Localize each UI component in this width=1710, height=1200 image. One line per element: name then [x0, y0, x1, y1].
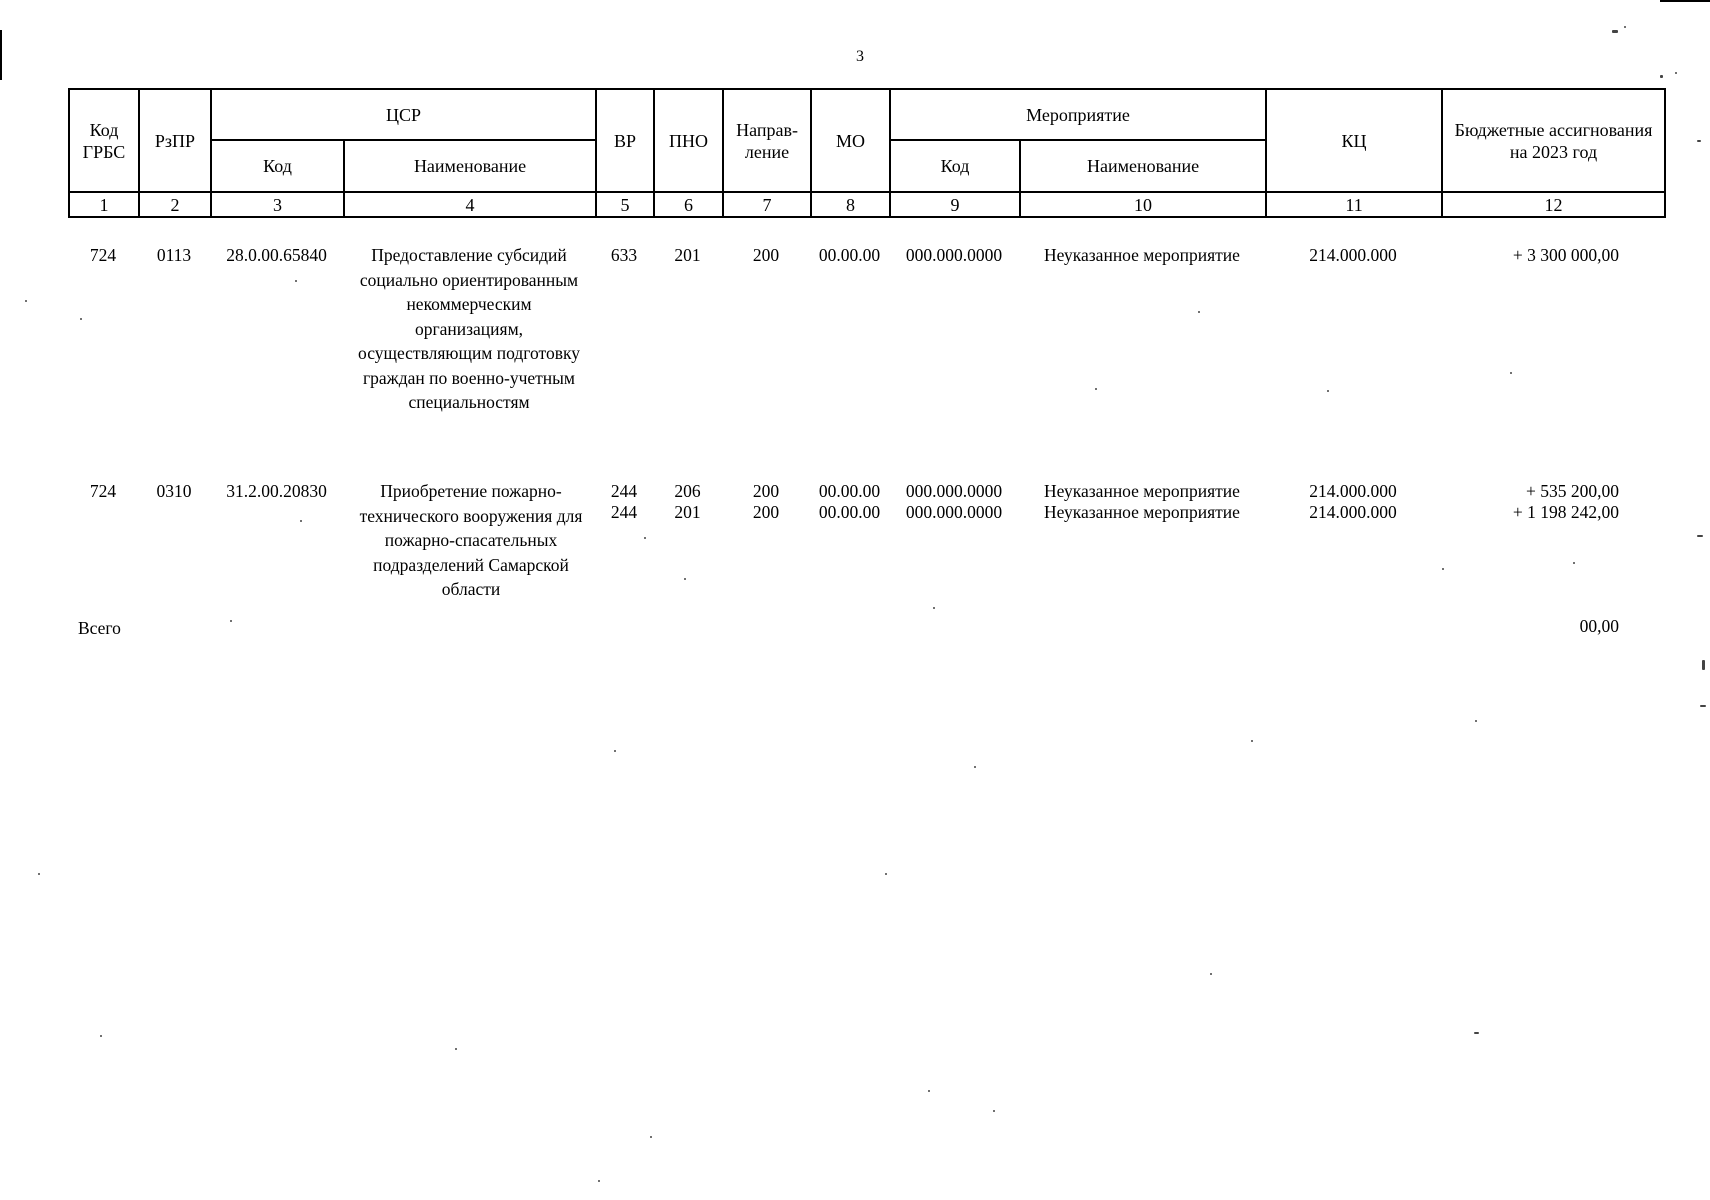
cell-napravlenie: 200	[752, 502, 780, 522]
header-budget: Бюджетные ассигнования на 2023 год	[1442, 89, 1665, 192]
header-pno: ПНО	[654, 89, 723, 192]
header-napravlenie: Направ-ление	[723, 89, 811, 192]
cell-mer-name: Неуказанное мероприятие	[1044, 481, 1240, 501]
header-kod-grbs: Код ГРБС	[69, 89, 139, 192]
cell-kc: 214.000.000	[1309, 481, 1397, 501]
cell-vr: 244	[610, 502, 638, 522]
header-mer-kod: Код	[890, 140, 1020, 192]
column-number: 4	[344, 192, 596, 217]
cell-csr-name: Приобретение пожарно-технического вооружения для пожарно-спасательных подразделений Самарской области	[359, 481, 583, 599]
cell-kc: 214.000.000	[1309, 245, 1397, 265]
cell-vr: 244	[610, 481, 638, 501]
cell-amount: + 535 200,00	[1526, 481, 1619, 501]
cell-csr-kod: 31.2.00.20830	[226, 481, 327, 501]
page-number: 3	[856, 48, 864, 65]
cell-mo: 00.00.00	[818, 502, 881, 522]
header-meropriyatie: Мероприятие	[890, 89, 1266, 140]
cell-rzpr: 0310	[156, 481, 192, 501]
cell-mer-name: Неуказанное мероприятие	[1044, 502, 1240, 522]
header-csr-kod: Код	[211, 140, 344, 192]
cell-mo: 00.00.00	[818, 245, 881, 265]
column-number: 3	[211, 192, 344, 217]
column-number: 7	[723, 192, 811, 217]
cell-csr-kod: 28.0.00.65840	[226, 245, 327, 265]
header-csr-name: Наименование	[344, 140, 596, 192]
cell-vr: 633	[610, 245, 638, 265]
cell-pno: 201	[674, 502, 701, 522]
cell-grbs: 724	[89, 245, 117, 265]
cell-mer-kod: 000.000.0000	[905, 245, 1003, 265]
cell-mo: 00.00.00	[818, 481, 881, 501]
cell-amount: + 3 300 000,00	[1512, 245, 1619, 265]
cell-pno: 206	[674, 481, 701, 501]
cell-rzpr: 0113	[156, 245, 192, 265]
column-number: 2	[139, 192, 211, 217]
header-mo: МО	[811, 89, 890, 192]
header-rzpr: РзПР	[139, 89, 211, 192]
column-number: 10	[1020, 192, 1266, 217]
column-number: 8	[811, 192, 890, 217]
header-vr: ВР	[596, 89, 654, 192]
cell-grbs: 724	[89, 481, 117, 501]
column-number: 9	[890, 192, 1020, 217]
cell-pno: 201	[674, 245, 701, 265]
cell-kc: 214.000.000	[1309, 502, 1397, 522]
column-number: 11	[1266, 192, 1442, 217]
column-number: 1	[69, 192, 139, 217]
header-mer-name: Наименование	[1020, 140, 1266, 192]
cell-mer-kod: 000.000.0000	[905, 481, 1003, 501]
table-header	[68, 88, 1666, 218]
cell-napravlenie: 200	[752, 481, 780, 501]
column-number: 12	[1442, 192, 1665, 217]
cell-napravlenie: 200	[752, 245, 780, 265]
scan-edge-top	[1660, 0, 1710, 2]
cell-mer-name: Неуказанное мероприятие	[1044, 245, 1240, 265]
cell-mer-kod: 000.000.0000	[905, 502, 1003, 522]
total-value: 00,00	[1579, 616, 1619, 636]
header-kc: КЦ	[1266, 89, 1442, 192]
total-label: Всего	[78, 618, 121, 638]
cell-csr-name: Предоставление субсидий социально ориентированным некоммерческим организациям, осуществляющим подготовку граждан по военно-учетным специальностям	[358, 245, 580, 412]
column-number: 5	[596, 192, 654, 217]
header-csr: ЦСР	[211, 89, 596, 140]
column-number: 6	[654, 192, 723, 217]
cell-amount: + 1 198 242,00	[1512, 502, 1619, 522]
scan-edge-left	[0, 30, 2, 80]
